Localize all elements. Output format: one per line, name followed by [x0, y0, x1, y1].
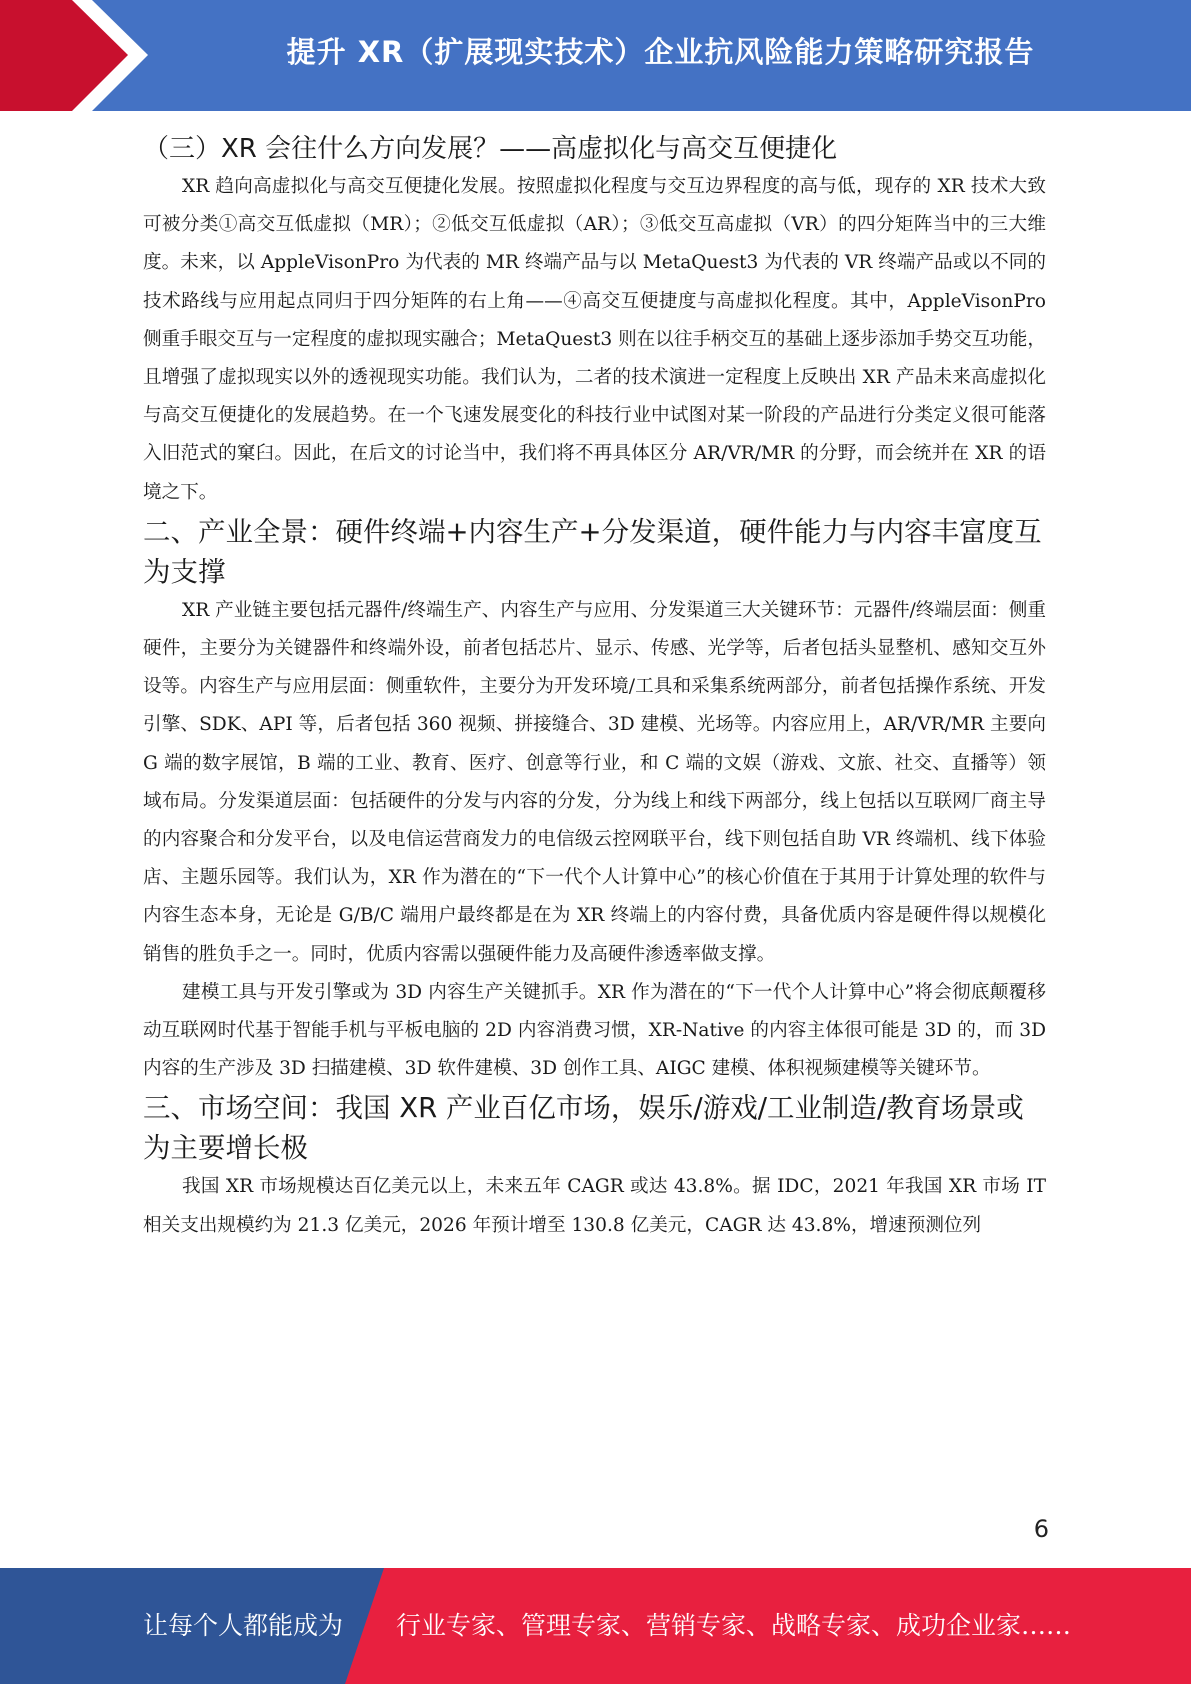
footer-slogan-right: 行业专家、管理专家、营销专家、战略专家、成功企业家……: [396, 1611, 1072, 1640]
paragraph-modeling-tools: 建模工具与开发引擎或为 3D 内容生产关键抓手。XR 作为潜在的“下一代个人计算中心”将会彻底颠覆移动互联网时代基于智能手机与平板电脑的 2D 内容消费习惯，XR-Native 的内容主体很可能是 3D 的，而 3D 内容的生产涉及 3D 扫描建模、3D 软件建模、3D 创作工具、AIGC 建模、体积视频建模等关键环节。: [143, 981, 1046, 1080]
footer-slogan-left: 让每个人都能成为: [143, 1611, 344, 1640]
subsection-heading: （三）XR 会往什么方向发展？——高虚拟化与高交互便捷化: [143, 134, 838, 164]
page-header: [0, 0, 1191, 111]
header-title: 提升 XR（扩展现实技术）企业抗风险能力策略研究报告: [286, 35, 1035, 69]
paragraph-market-size: 我国 XR 市场规模达百亿美元以上，未来五年 CAGR 或达 43.8%。据 IDC，2021 年我国 XR 市场 IT 相关支出规模约为 21.3 亿美元，2026 年预计增至 130.8 亿美元，CAGR 达 43.8%，增速预测位列: [143, 1176, 1046, 1236]
document-body: [143, 118, 1046, 1245]
page-number: 6: [1033, 1515, 1049, 1543]
section-3-heading: 三、市场空间：我国 XR 产业百亿市场，娱乐/游戏/工业制造/教育场景或为主要增长极: [143, 1092, 1024, 1165]
paragraph-industry-chain: XR 产业链主要包括元器件/终端生产、内容生产与应用、分发渠道三大关键环节：元器件/终端层面：侧重硬件，主要分为关键器件和终端外设，前者包括芯片、显示、传感、光学等，后者包括头显整机、感知交互外设等。内容生产与应用层面：侧重软件，主要分为开发环境/工具和采集系统两部分，前者包括操作系统、开发引擎、SDK、API 等，后者包括 360 视频、拼接缝合、3D 建模、光场等。内容应用上，AR/VR/MR 主要向 G 端的数字展馆，B 端的工业、教育、医疗、创意等行业，和 C 端的文娱（游戏、文旅、社交、直播等）领域布局。分发渠道层面：包括硬件的分发与内容的分发，分为线上和线下两部分，线上包括以互联网厂商主导的内容聚合和分发平台，以及电信运营商发力的电信级云控网联平台，线下则包括自助 VR 终端机、线下体验店、主题乐园等。我们认为，XR 作为潜在的“下一代个人计算中心”的核心价值在于其用于计算处理的软件与内容生态本身，无论是 G/B/C 端用户最终都是在为 XR 终端上的内容付费，具备优质内容是硬件得以规模化销售的胜负手之一。同时，优质内容需以强硬件能力及高硬件渗透率做支撑。: [143, 599, 1046, 965]
page-footer: [0, 1568, 1191, 1684]
section-2-heading: 二、产业全景：硬件终端+内容生产+分发渠道，硬件能力与内容丰富度互为支撑: [143, 515, 1042, 588]
paragraph-xr-direction: XR 趋向高虚拟化与高交互便捷化发展。按照虚拟化程度与交互边界程度的高与低，现存的 XR 技术大致可被分类①高交互低虚拟（MR）；②低交互低虚拟（AR）；③低交互高虚拟（VR）的四分矩阵当中的三大维度。未来，以 AppleVisonPro 为代表的 MR 终端产品与以 MetaQuest3 为代表的 VR 终端产品或以不同的技术路线与应用起点同归于四分矩阵的右上角——④高交互便捷度与高虚拟化程度。其中，AppleVisonPro 侧重手眼交互与一定程度的虚拟现实融合；MetaQuest3 则在以往手柄交互的基础上逐步添加手势交互功能，且增强了虚拟现实以外的透视现实功能。我们认为，二者的技术演进一定程度上反映出 XR 产品未来高虚拟化与高交互便捷化的发展趋势。在一个飞速发展变化的科技行业中试图对某一阶段的产品进行分类定义很可能落入旧范式的窠臼。因此，在后文的讨论当中，我们将不再具体区分 AR/VR/MR 的分野，而会统并在 XR 的语境之下。: [143, 176, 1046, 503]
